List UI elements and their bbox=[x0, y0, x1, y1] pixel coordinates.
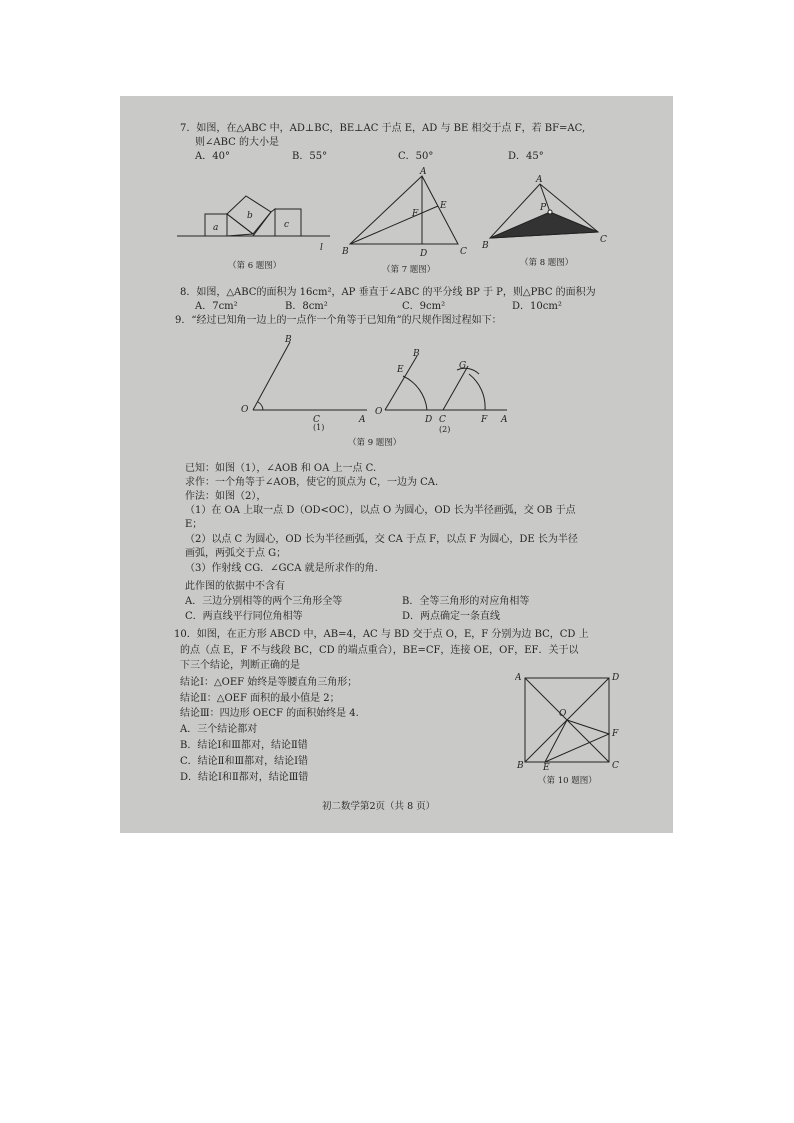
fig9-2-label-f: F bbox=[481, 415, 488, 425]
fig10-label-b: B bbox=[517, 761, 524, 770]
q9-step2: （2）以点 C 为圆心，OD 长为半径画弧，交 CA 于点 F，以点 F 为圆心，DE 长为半径 bbox=[185, 534, 578, 545]
q7-stem-line1: 7．如图，在△ABC 中，AD⊥BC，BE⊥AC 于点 E，AD 与 BE 相交于点 F，若 BF=AC, bbox=[180, 123, 586, 134]
q10-option-d: D．结论Ⅰ和Ⅱ都对，结论Ⅲ错 bbox=[180, 772, 309, 783]
fig10-label-c: C bbox=[612, 761, 619, 770]
fig9-2-label-c: C bbox=[439, 415, 446, 425]
fig9-sub1: (1) bbox=[313, 423, 325, 432]
q9-step1: （1）在 OA 上取一点 D（OD<OC），以点 O 为圆心，OD 长为半径画弧，交 OB 于点 bbox=[185, 505, 576, 516]
fig8-label-p: P bbox=[540, 203, 547, 213]
fig9-2-label-a: A bbox=[501, 415, 508, 425]
fig6-label-a: a bbox=[213, 223, 219, 233]
fig7-label-d: D bbox=[420, 249, 428, 258]
q9-method: 作法：如图（2）， bbox=[185, 491, 267, 502]
fig6-label-c: c bbox=[284, 220, 290, 230]
q8-option-d: D．10cm² bbox=[512, 301, 562, 312]
figure-9-part-2 bbox=[375, 348, 515, 438]
page-footer: 初二数学第2页（共 8 页） bbox=[322, 801, 436, 812]
fig8-label-b: B bbox=[482, 241, 489, 251]
fig9-2-label-o: O bbox=[375, 407, 383, 417]
q10-stem-line1: 10．如图，在正方形 ABCD 中，AB=4，AC 与 BD 交于点 O，E，F 分别为边 BC，CD 上 bbox=[174, 629, 589, 640]
q9-question: 此作图的依据中不含有 bbox=[185, 581, 285, 592]
fig10-label-d: D bbox=[612, 673, 620, 683]
fig9-sub2: (2) bbox=[439, 425, 451, 434]
fig9-2-label-d: D bbox=[425, 415, 433, 425]
fig7-label-e: E bbox=[440, 201, 447, 211]
q10-conclusion-2: 结论Ⅱ：△OEF 面积的最小值是 2； bbox=[180, 693, 340, 704]
figure-10 bbox=[515, 670, 625, 770]
q9-option-d: D．两点确定一条直线 bbox=[402, 611, 501, 622]
q7-option-b: B．55° bbox=[292, 151, 328, 162]
fig9-caption: （第 9 题图） bbox=[348, 438, 402, 448]
q8-option-b: B．8cm² bbox=[285, 301, 328, 312]
fig6-label-b: b bbox=[247, 211, 253, 221]
q9-construct: 求作：一个角等于∠AOB，使它的顶点为 C，一边为 CA. bbox=[185, 477, 439, 488]
figure-7 bbox=[340, 166, 470, 258]
q10-stem-line3: 下三个结论，判断正确的是 bbox=[180, 660, 300, 671]
fig9-1-label-c: C bbox=[313, 415, 320, 425]
fig9-1-label-b: B bbox=[285, 335, 292, 345]
q9-stem: 9．“经过已知角一边上的一点作一个角等于已知角”的尺规作图过程如下： bbox=[175, 315, 502, 326]
q10-conclusion-3: 结论Ⅲ：四边形 OECF 的面积始终是 4. bbox=[180, 708, 359, 719]
q10-conclusion-1: 结论Ⅰ：△OEF 始终是等腰直角三角形； bbox=[180, 677, 358, 688]
fig8-caption: （第 8 题图） bbox=[520, 258, 574, 268]
q10-option-a: A．三个结论都对 bbox=[180, 724, 258, 735]
fig7-label-a: A bbox=[420, 167, 427, 177]
fig9-1-label-a: A bbox=[359, 415, 366, 425]
q10-stem-line2: 的点（点 E，F 不与线段 BC，CD 的端点重合），BE=CF，连接 OE，OF，EF．关于以 bbox=[180, 645, 579, 656]
q9-option-b: B．全等三角形的对应角相等 bbox=[402, 596, 530, 607]
q7-option-c: C．50° bbox=[398, 151, 434, 162]
scanned-exam-page bbox=[120, 96, 673, 833]
figure-9-part-1 bbox=[235, 332, 375, 432]
q8-option-a: A．7cm² bbox=[195, 301, 238, 312]
q8-option-c: C．9cm² bbox=[402, 301, 446, 312]
q10-option-c: C．结论Ⅱ和Ⅲ都对，结论Ⅰ错 bbox=[180, 756, 309, 767]
q9-option-a: A．三边分别相等的两个三角形全等 bbox=[185, 596, 343, 607]
fig10-label-f: F bbox=[612, 729, 619, 739]
q7-option-a: A．40° bbox=[195, 151, 230, 162]
fig7-label-b: B bbox=[342, 247, 349, 257]
q7-option-d: D．45° bbox=[508, 151, 544, 162]
fig9-2-label-g: G bbox=[459, 361, 467, 371]
q9-option-c: C．两直线平行同位角相等 bbox=[185, 611, 303, 622]
fig9-1-label-o: O bbox=[241, 405, 249, 415]
fig10-caption: （第 10 题图） bbox=[538, 776, 597, 786]
fig8-label-a: A bbox=[536, 175, 543, 185]
fig6-caption: （第 6 题图） bbox=[228, 261, 282, 271]
fig9-2-label-b: B bbox=[413, 349, 420, 359]
q9-given: 已知：如图（1），∠AOB 和 OA 上一点 C. bbox=[185, 463, 377, 474]
fig6-label-l: l bbox=[320, 243, 323, 253]
figure-8 bbox=[480, 174, 615, 252]
q9-step3: （3）作射线 CG．∠GCA 就是所求作的角. bbox=[185, 563, 378, 574]
fig8-label-c: C bbox=[600, 235, 607, 245]
fig7-label-f: F bbox=[412, 209, 419, 219]
q8-stem: 8．如图，△ABC的面积为 16cm²，AP 垂直于∠ABC 的平分线 BP 于 P，则△PBC 的面积为 bbox=[180, 287, 596, 298]
fig7-caption: （第 7 题图） bbox=[382, 265, 436, 275]
fig10-label-a: A bbox=[515, 673, 522, 683]
q7-stem-line2: 则∠ABC 的大小是 bbox=[195, 137, 279, 148]
figure-6 bbox=[175, 184, 335, 254]
fig7-label-c: C bbox=[460, 247, 467, 257]
q9-step2-cont: 画弧，两弧交于点 G； bbox=[185, 548, 287, 559]
q9-step1-cont: E； bbox=[185, 519, 203, 530]
fig10-label-e: E bbox=[543, 763, 550, 770]
fig9-2-label-e: E bbox=[397, 365, 404, 375]
q10-option-b: B．结论Ⅰ和Ⅲ都对，结论Ⅱ错 bbox=[180, 740, 308, 751]
fig10-label-o: O bbox=[559, 709, 567, 719]
